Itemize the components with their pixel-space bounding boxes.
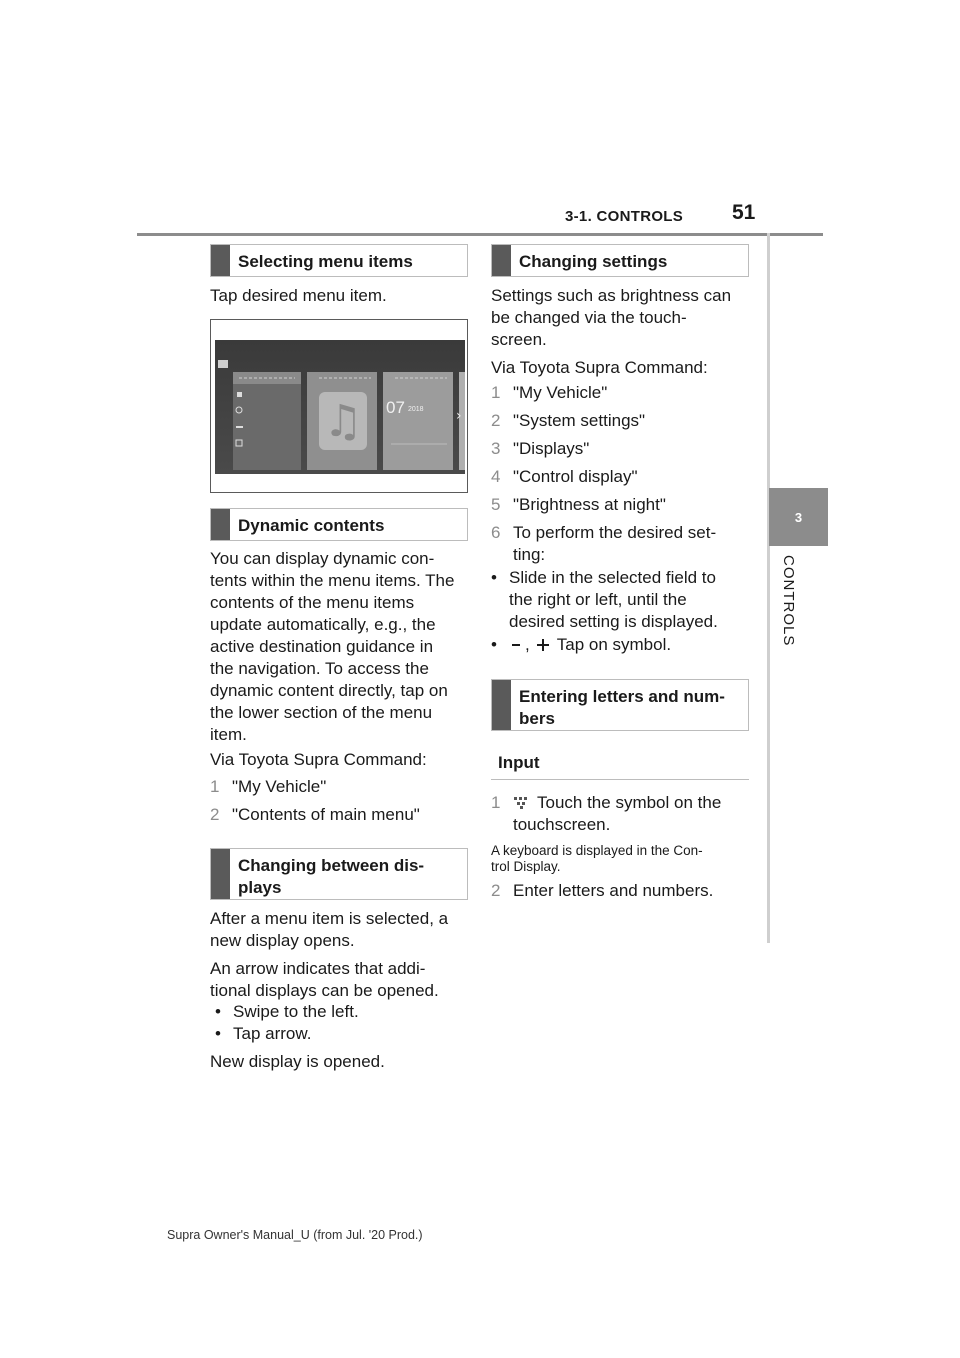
right-step-1: 1 "My Vehicle" — [491, 383, 608, 402]
chapter-tab: 3 — [769, 488, 828, 546]
heading-changing-settings: Changing settings — [491, 244, 749, 277]
via-command-text-right: Via Toyota Supra Command: — [491, 358, 708, 377]
left-step-1: 1 "My Vehicle" — [210, 777, 327, 796]
selecting-text: Tap desired menu item. — [210, 286, 387, 305]
header-rule — [137, 233, 823, 236]
keyboard-note: A keyboard is displayed in the Con- trol Display. — [491, 843, 703, 874]
minus-icon — [509, 638, 523, 652]
heading-selecting-menu-items: Selecting menu items — [210, 244, 468, 277]
right-step-5: 5 "Brightness at night" — [491, 495, 666, 514]
footer-text: Supra Owner's Manual_U (from Jul. '20 Prod.) — [167, 1228, 423, 1242]
screen-date-year: 2018 — [408, 406, 424, 413]
dynamic-text: You can display dynamic con- tents within the menu items. The contents of the menu items update automatically, e.g., the active destination guidance in the navigation. To access the dynamic content directly, tap on the lower section of the menu item. — [210, 549, 455, 744]
menu-screen-illustration — [210, 319, 468, 493]
new-display-text: New display is opened. — [210, 1052, 385, 1071]
svg-text:›: › — [456, 408, 462, 424]
menu-screen-graphic — [215, 340, 465, 474]
section-title: 3-1. CONTROLS — [565, 208, 684, 225]
heading-changing-displays: Changing between dis- plays — [210, 848, 468, 900]
right-step-2: 2 "System settings" — [491, 411, 646, 430]
input-step-2: 2 Enter letters and numbers. — [491, 881, 714, 900]
input-step-1: 1 Touch the symbol on the touchscreen. — [491, 793, 722, 834]
heading-input: Input — [491, 743, 749, 780]
heading-dynamic-contents: Dynamic contents — [210, 508, 468, 541]
settings-text: Settings such as brightness can be changed via the touch- screen. — [491, 286, 732, 349]
arrow-text: An arrow indicates that addi- tional displays can be opened. — [210, 959, 439, 1000]
right-step-4: 4 "Control display" — [491, 467, 638, 486]
right-step-3: 3 "Displays" — [491, 439, 590, 458]
via-command-text: Via Toyota Supra Command: — [210, 750, 427, 769]
page-header — [0, 0, 960, 240]
heading-entering-letters: Entering letters and num- bers — [491, 679, 749, 731]
screen-date-day: 07 — [386, 398, 405, 417]
left-step-2: 2 "Contents of main menu" — [210, 805, 420, 824]
svg-text:♫: ♫ — [323, 396, 363, 447]
right-step-6: 6 To perform the desired set- ting: — [491, 523, 717, 564]
plus-icon — [536, 638, 550, 652]
after-selected-text: After a menu item is selected, a new display opens. — [210, 909, 449, 950]
page-number: 51 — [732, 201, 756, 224]
keyboard-touch-icon — [513, 796, 531, 810]
chapter-label: CONTROLS — [780, 555, 797, 647]
